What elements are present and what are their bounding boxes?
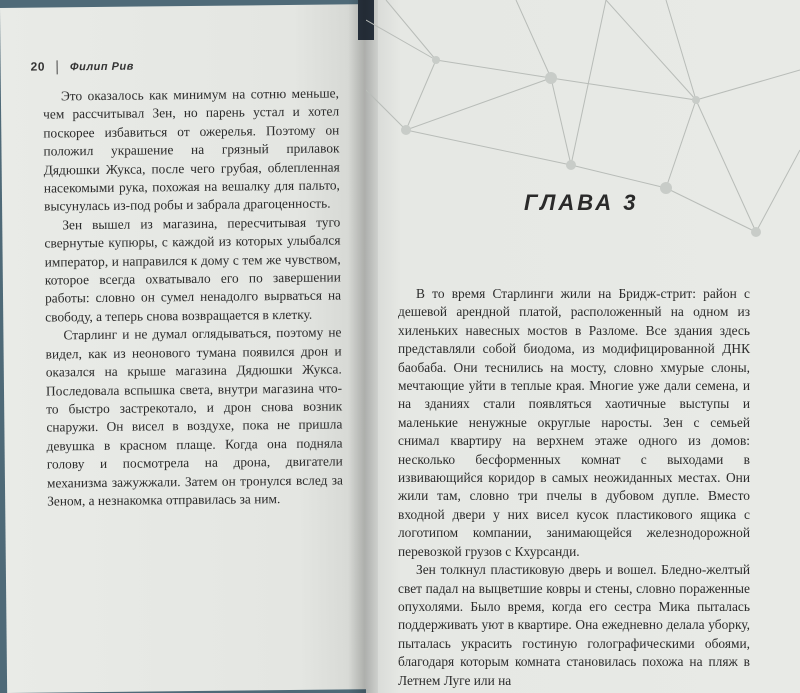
paragraph: Это оказалось как минимум на сотню меньше, чем рассчитывал Зен, но парень устал и хотел поскорее избавиться от ожерелья. Поэтому он положил украшение на грязный прилавок Дядюшки Жукса, после чего грубая, облепленная насекомыми рука, похожая на вешалку для пальто, высунулась из-под робы и забрала драгоценность. (43, 85, 340, 214)
header-divider (57, 60, 58, 74)
author-name: Филип Рив (69, 60, 134, 74)
chapter-title: ГЛАВА 3 (524, 190, 639, 215)
running-head (31, 59, 134, 75)
paragraph: Зен вышел из магазина, пересчитывая туго свернутые купюры, с каждой из которых улыбался император, и направился к дому с тем же чувством, которое всегда охватывало его по завершении работы: словно он сумел ненадолго вырваться на свободу, а теперь снова возвращается в клетку. (44, 214, 342, 325)
left-page-text (43, 84, 343, 510)
right-page-text (398, 285, 750, 690)
paragraph: В то время Старлинги жили на Бридж-стрит: район с дешевой арендной платой, расположенный на одном из хиленьких навесных мостов в Разломе. Все здания здесь представляли собой биодома, из модифицированной ДНК баобаба. Они теснились на мосту, словно хмурые слоны, мечтающие уйти в теплые края. Многие уже дали семена, и на зданиях стали появляться хаотичные выступы и маленькие ненужные округлые наросты. Зен с семьей снимал квартиру на верхнем этаже одного из домов: несколько бесформенных комнат с выходами в извивающийся коридор в самых неожиданных местах. Они жили там, словно три пчелы в дубовом дупле. Вместо входной двери у них висел кусок пластикового ящика с логотипом компании, занимающейся железнодорожной перевозкой грузов с Кхурсанди. (398, 286, 750, 559)
page-number: 20 (30, 59, 46, 74)
left-page (0, 4, 373, 693)
paragraph: Старлинг и не думал оглядываться, поэтому не видел, как из неонового тумана появился дрон и оказался на крыше магазина Дядюшки Жукса. Последовала вспышка света, внутри магазина что-то быстро застрекотало, и дрон снова возник снаружи. Он висел в воздухе, пока не пришла девушка в красном плаще. Когда она подняла голову и посмотрела на дрона, двигатели механизма зажужжали. Затем он тронулся вслед за Зеном, а незнакомка отправилась за ним. (45, 324, 344, 509)
paragraph: Зен толкнул пластиковую дверь и вошел. Бледно-желтый свет падал на выцветшие ковры и стены, словно пораженные опухолями. Было время, когда его сестра Мика пыталась поддерживать уют в квартире. Она ежедневно делала уборку, пыталась украсить гостиную голографическими обоями, благодаря которым комната становилась похожа на пляж в Летнем Луге или на (398, 562, 750, 688)
